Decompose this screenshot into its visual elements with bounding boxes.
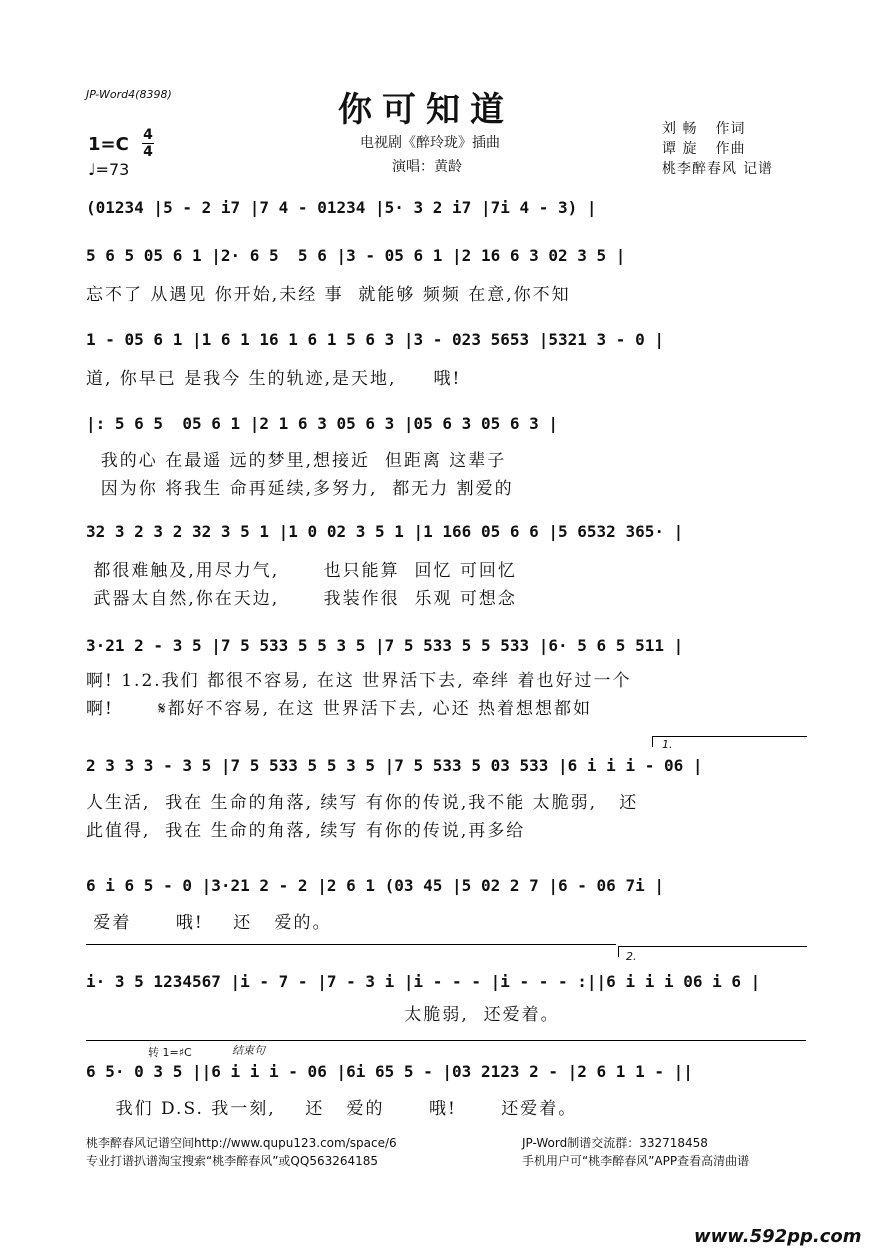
credit-name: 桃李醉春风 xyxy=(662,161,737,177)
system-divider xyxy=(86,944,616,945)
notation-line: 2 3 3 3 - 3 5 |7 5 533 5 5 3 5 |7 5 533 5 03 533 |6 i i i - 06 | xyxy=(86,756,703,775)
singer-credit: 演唱：黄龄 xyxy=(392,159,462,175)
lyric-line: 忘不了 从遇见 你开始,未经 事 就能够 频频 在意,你不知 xyxy=(86,285,571,305)
credit-role: 记谱 xyxy=(743,161,773,177)
system-divider xyxy=(86,1040,806,1041)
credit-name: 刘 畅 xyxy=(662,121,698,137)
time-signature-bottom: 4 xyxy=(143,144,153,160)
notation-line: 32 3 2 3 2 32 3 5 1 |1 0 02 3 5 1 |1 166 05 6 6 |5 6532 365· | xyxy=(86,522,684,541)
credit-transcriber xyxy=(662,158,773,178)
notation-line: 6 5· 0 3 5 ||6 i i i - 06 |6i 65 5 - |03 2123 2 - |2 6 1 1 - || xyxy=(86,1062,693,1081)
lyric-line: 武器太自然,你在天边, 我装作很 乐观 可想念 xyxy=(86,589,517,609)
watermark: www.592pp.com xyxy=(694,1226,862,1247)
modulation-mark: 转 1=♯C xyxy=(148,1046,192,1059)
footer-right-1: JP-Word制谱交流群：332718458 xyxy=(522,1136,708,1150)
credit-role: 作曲 xyxy=(715,141,746,157)
first-ending-bracket xyxy=(652,736,807,747)
notation-line: 3·21 2 - 3 5 |7 5 533 5 5 3 5 |7 5 533 5 5 533 |6· 5 6 5 511 | xyxy=(86,636,684,655)
second-ending-mark: 2. xyxy=(626,950,637,963)
notation-line: 5 6 5 05 6 1 |2· 6 5 5 6 |3 - 05 6 1 |2 16 6 3 02 3 5 | xyxy=(86,246,626,265)
credit-role: 作词 xyxy=(715,121,746,137)
lyric-line: 道, 你早已 是我今 生的轨迹,是天地, 哦! xyxy=(86,369,462,389)
notation-line: |: 5 6 5 05 6 1 |2 1 6 3 05 6 3 |05 6 3 05 6 3 | xyxy=(86,414,559,433)
coda-label: 结束句 xyxy=(232,1044,265,1057)
software-tag: JP-Word4(8398) xyxy=(86,88,172,101)
key-signature: 1=C xyxy=(88,134,129,155)
footer-left-1: 桃李醉春风记谱空间http://www.qupu123.com/space/6 xyxy=(86,1136,397,1150)
lyric-line: 人生活, 我在 生命的角落, 续写 有你的传说,我不能 太脆弱, 还 xyxy=(86,793,639,813)
time-signature xyxy=(142,128,154,159)
lyric-line: 我的心 在最遥 远的梦里,想接近 但距离 这辈子 xyxy=(86,451,507,471)
second-ending-bracket xyxy=(618,946,807,957)
lyric-line: 爱着 哦! 还 爱的。 xyxy=(86,913,332,933)
credit-name: 谭 旋 xyxy=(662,141,698,157)
song-subtitle: 电视剧《醉玲珑》插曲 xyxy=(360,135,500,151)
time-signature-top: 4 xyxy=(143,127,153,143)
lyric-line: 此值得, 我在 生命的角落, 续写 有你的传说,再多给 xyxy=(86,821,526,841)
credit-composer xyxy=(662,138,745,158)
first-ending-mark: 1. xyxy=(662,738,673,751)
lyric-line: 啊! 1.2.我们 都很不容易, 在这 世界活下去, 牵绊 着也好过一个 xyxy=(86,671,632,691)
notation-line: 6 i 6 5 - 0 |3·21 2 - 2 |2 6 1 (03 45 |5 02 2 7 |6 - 06 7i | xyxy=(86,876,664,895)
footer-right-2: 手机用户可“桃李醉春风”APP查看高清曲谱 xyxy=(522,1154,750,1168)
notation-line: (01234 |5 - 2 i7 |7 4 - 01234 |5· 3 2 i7 |7i 4 - 3) | xyxy=(86,198,597,217)
notation-line: i· 3 5 1234567 |i - 7 - |7 - 3 i |i - - - |i - - - :||6 i i i 06 i 6 | xyxy=(86,972,761,991)
notation-line: 1 - 05 6 1 |1 6 1 16 1 6 1 5 6 3 |3 - 023 5653 |5321 3 - 0 | xyxy=(86,330,664,349)
song-title: 你可知道 xyxy=(338,90,514,130)
lyric-line: 因为你 将我生 命再延续,多努力, 都无力 割爱的 xyxy=(86,479,514,499)
credit-lyricist xyxy=(662,118,745,138)
tempo-mark: ♩=73 xyxy=(88,160,130,179)
lyric-line: 啊! 𝄋都好不容易, 在这 世界活下去, 心还 热着想想都如 xyxy=(86,699,592,719)
lyric-line: 都很难触及,用尽力气, 也只能算 回忆 可回忆 xyxy=(86,561,517,581)
footer-left-2: 专业打谱扒谱淘宝搜索“桃李醉春风”或QQ563264185 xyxy=(86,1154,379,1168)
lyric-line: 我们 D.S. 我一刻, 还 爱的 哦! 还爱着。 xyxy=(86,1099,578,1119)
lyric-line: 太脆弱, 还爱着。 xyxy=(86,1005,560,1025)
